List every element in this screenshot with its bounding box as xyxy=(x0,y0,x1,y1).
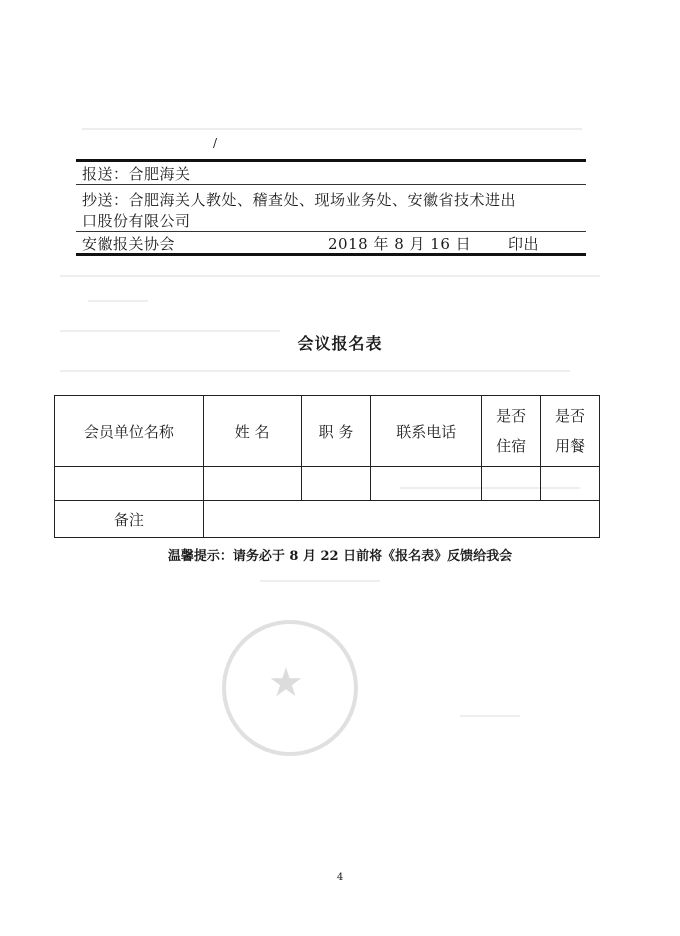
page-number: 4 xyxy=(336,872,344,883)
rule-after-report xyxy=(76,184,586,185)
header-name: 姓 名 xyxy=(203,396,301,467)
form-title: 会议报名表 xyxy=(297,334,383,353)
cell-position[interactable] xyxy=(301,467,371,501)
reminder-tip: 温馨提示：请务必于 8 月 22 日前将《报名表》反馈给我会 xyxy=(167,549,513,564)
header-lodging-line2: 住宿 xyxy=(496,437,527,455)
remarks-cell[interactable] xyxy=(203,501,599,538)
bottom-thick-rule xyxy=(76,253,586,256)
header-lodging-line1: 是否 xyxy=(496,407,527,425)
issue-date: 2018 年 8 月 16 日 xyxy=(328,235,472,253)
report-to-line: 报送：合肥海关 xyxy=(82,165,191,183)
remarks-row xyxy=(55,501,600,538)
seal-star-icon: ★ xyxy=(268,660,304,706)
header-phone: 联系电话 xyxy=(371,396,482,467)
cell-name[interactable] xyxy=(203,467,301,501)
registration-table xyxy=(54,395,600,538)
issuer-name: 安徽报关协会 xyxy=(82,235,176,253)
cell-lodging[interactable] xyxy=(482,467,541,501)
cell-unit[interactable] xyxy=(55,467,204,501)
table-row xyxy=(55,467,600,501)
remarks-label: 备注 xyxy=(55,501,204,538)
header-meal xyxy=(541,396,600,467)
printed-label: 印出 xyxy=(508,235,540,253)
cell-meal[interactable] xyxy=(541,467,600,501)
header-meal-line2: 用餐 xyxy=(555,437,586,455)
header-unit: 会员单位名称 xyxy=(55,396,204,467)
header-mark: / xyxy=(213,136,218,150)
rule-after-copy xyxy=(76,231,586,232)
table-header-row xyxy=(55,396,600,467)
cell-phone[interactable] xyxy=(371,467,482,501)
copy-to-line-2: 口股份有限公司 xyxy=(82,212,191,230)
top-thick-rule xyxy=(76,159,586,162)
header-lodging xyxy=(482,396,541,467)
copy-to-line-1: 抄送：合肥海关人教处、稽查处、现场业务处、安徽省技术进出 xyxy=(82,191,517,209)
header-position: 职 务 xyxy=(301,396,371,467)
header-meal-line1: 是否 xyxy=(555,407,586,425)
